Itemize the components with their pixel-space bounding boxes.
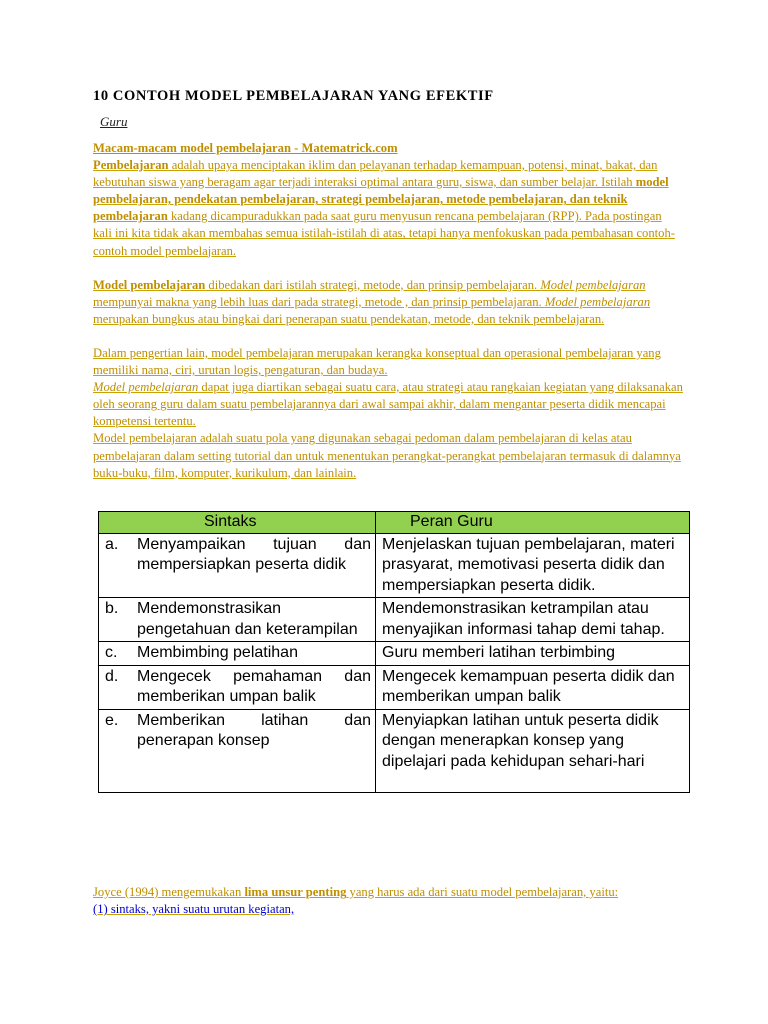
term-model-pembelajaran: Model pembelajaran — [93, 277, 206, 292]
sintaks-cell: a. Menyampaikan tujuan dan mempersiapkan peserta didik — [99, 533, 376, 598]
author-link[interactable]: Guru — [100, 114, 128, 129]
sintaks-table — [98, 511, 690, 793]
table-row — [99, 533, 690, 598]
peran-cell: Menyiapkan latihan untuk peserta didik dengan menerapkan konsep yang dipelajari pada kehidupan sehari-hari — [376, 709, 690, 792]
table-header-row — [99, 512, 690, 534]
paragraph-1[interactable]: Pembelajaran adalah upaya menciptakan iklim dan pelayanan terhadap kemampuan, potensi, minat, bakat, dan kebutuhan siswa yang beragam agar terjadi interaksi optimal antara guru, siswa, dan sumber belajar. Istilah model pembelajaran, pendekatan pembelajaran, strategi pembelajaran, metode pembelajaran, dan teknik pembelajaran kadang dicampuradukkan pada saat guru menyusun rencana pembelajaran (RPP). Pada postingan kali ini kita tidak akan membahas semua istilah-istilah di atas, tetapi hanya menfokuskan pada pembahasan contoh-contoh model pembelajaran. — [93, 158, 675, 258]
paragraph-2[interactable]: Model pembelajaran dibedakan dari istilah strategi, metode, dan prinsip pembelajaran. Model pembelajaran mempunyai makna yang lebih luas dari pada strategi, metode , dan prinsip pembelajaran. Model pembelajaran merupakan bungkus atau bingkai dari penerapan suatu pendekatan, metode, dan teknik pembelajaran. — [93, 277, 651, 326]
table-row — [99, 709, 690, 792]
bold-terms: model pembelajaran, pendekatan pembelajaran, strategi pembelajaran, metode pembelajaran, dan teknik pembelajaran — [93, 175, 669, 224]
source-heading[interactable]: Macam-macam model pembelajaran - Matematrick.com — [93, 141, 398, 155]
term-pembelajaran: Pembelajaran — [93, 158, 169, 173]
paragraph-4[interactable]: Model pembelajaran adalah suatu pola yang digunakan sebagai pedoman dalam pembelajaran di kelas atau pembelajaran dalam setting tutorial dan untuk menentukan perangkat-perangkat pembelajaran termasuk di dalamnya buku-buku, film, komputer, kurikulum, dan lainlain. — [93, 431, 681, 480]
peran-cell: Mengecek kemampuan peserta didik dan memberikan umpan balik — [376, 665, 690, 709]
page-title: 10 CONTOH MODEL PEMBELAJARAN YANG EFEKTIF — [93, 88, 494, 104]
sintaks-cell: e. Memberikan latihan dan penerapan konsep — [99, 709, 376, 792]
peran-cell: Guru memberi latihan terbimbing — [376, 642, 690, 666]
sintaks-cell: c. Membimbing pelatihan — [99, 642, 376, 666]
table-row — [99, 665, 690, 709]
joyce-paragraph[interactable]: Joyce (1994) mengemukakan lima unsur penting yang harus ada dari suatu model pembelajaran, yaitu: — [93, 885, 619, 899]
header-peran-guru: Peran Guru — [376, 512, 690, 534]
header-sintaks: Sintaks — [99, 512, 376, 534]
peran-cell: Menjelaskan tujuan pembelajaran, materi prasyarat, memotivasi peserta didik dan mempersiapkan peserta didik. — [376, 533, 690, 598]
sintaks-cell: b. Mendemonstrasikan pengetahuan dan keterampilan — [99, 598, 376, 642]
table-row — [99, 598, 690, 642]
sintaks-cell: d. Mengecek pemahaman dan memberikan umpan balik — [99, 665, 376, 709]
peran-cell: Mendemonstrasikan ketrampilan atau menyajikan informasi tahap demi tahap. — [376, 598, 690, 642]
footer-text — [93, 884, 683, 918]
list-item-1[interactable]: (1) sintaks, yakni suatu urutan kegiatan, — [93, 902, 295, 917]
table-row — [99, 642, 690, 666]
article-body — [93, 140, 683, 482]
paragraph-3[interactable]: Dalam pengertian lain, model pembelajaran merupakan kerangka konseptual dan operasional pembelajaran yang memiliki nama, ciri, urutan logis, pengaturan, dan budaya. Model pembelajaran dapat juga diartikan sebagai suatu cara, atau strategi atau rangkaian kegiatan yang dilaksanakan oleh seorang guru dalam suatu pembelajarannya dari awal sampai akhir, dalam mengantar peserta didik mencapai kompetensi tertentu. — [93, 345, 683, 429]
